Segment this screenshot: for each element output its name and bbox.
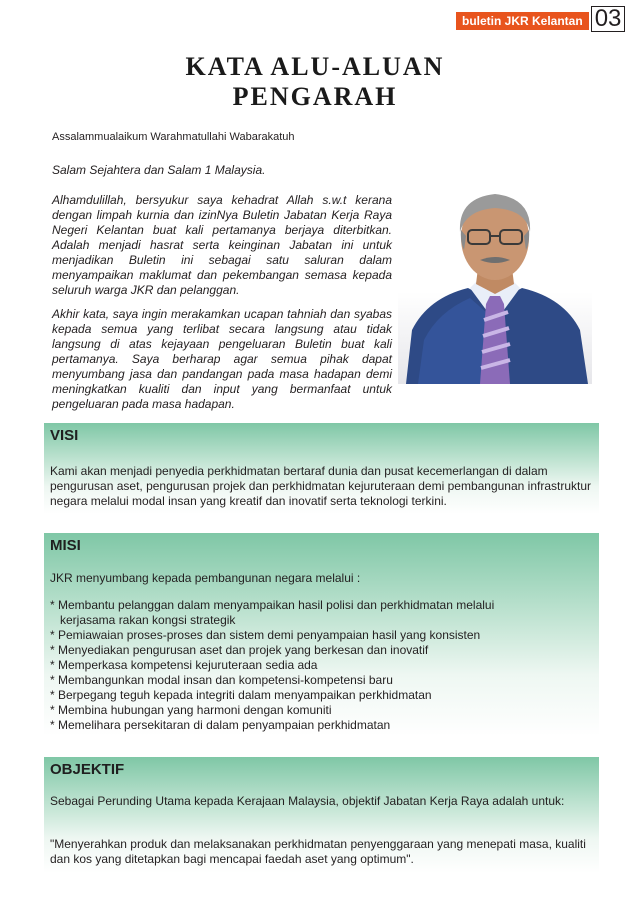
list-item: * Menyediakan pengurusan aset dan projek yang berkesan dan inovatif <box>50 643 429 657</box>
misi-heading: MISI <box>50 537 81 554</box>
page-title-line1: KATA ALU-ALUAN <box>185 52 445 81</box>
salam-text: Salam Sejahtera dan Salam 1 Malaysia. <box>52 163 266 177</box>
misi-list <box>50 598 595 733</box>
list-item: kerjasama rakan kongsi strategik <box>50 613 236 627</box>
list-item: * Memelihara persekitaran di dalam penyampaian perkhidmatan <box>50 718 391 732</box>
objektif-intro: Sebagai Perunding Utama kepada Kerajaan Malaysia, objektif Jabatan Kerja Raya adalah untuk: <box>50 794 565 808</box>
list-item: * Pemiawaian proses-proses dan sistem demi penyampaian hasil yang konsisten <box>50 628 481 642</box>
list-item: * Membantu pelanggan dalam menyampaikan hasil polisi dan perkhidmatan melalui <box>50 598 495 612</box>
intro-paragraph-2: Akhir kata, saya ingin merakamkan ucapan tahniah dan syabas kepada semua yang terlibat secara langsung atau tidak langsung di atas kejayaan pengeluaran Buletin buat kali pertamanya. Saya berharap agar semua pihak dapat menyumbang jasa dan pandangan pada masa hadapan demi meningkatkan kualiti dan input yang bermanfaat untuk pengeluaran pada masa hadapan. <box>52 307 392 411</box>
objektif-heading: OBJEKTIF <box>50 761 125 778</box>
list-item: * Membangunkan modal insan dan kompetensi-kompetensi baru <box>50 673 393 687</box>
director-photo <box>398 180 592 384</box>
page-title <box>150 52 480 112</box>
misi-intro: JKR menyumbang kepada pembangunan negara melalui : <box>50 571 361 585</box>
director-portrait-image <box>398 180 592 384</box>
page-number: 03 <box>591 6 626 32</box>
visi-section <box>44 423 599 514</box>
objektif-section <box>44 757 599 873</box>
list-item: * Membina hubungan yang harmoni dengan komuniti <box>50 703 332 717</box>
intro-paragraph-1: Alhamdulillah, bersyukur saya kehadrat Allah s.w.t kerana dengan limpah kurnia dan izinNya Buletin Jabatan Kerja Raya Negeri Kelantan buat kali pertamanya berjaya diterbitkan. Adalah menjadi hasrat serta keinginan Jabatan ini untuk menjadikan Buletin ini sebagai satu saluran dalam menyampaikan maklumat dan pekembangan semasa kepada seluruh warga JKR dan pelanggan. <box>52 193 392 297</box>
page-title-line2: PENGARAH <box>232 82 398 111</box>
list-item: * Memperkasa kompetensi kejuruteraan sedia ada <box>50 658 318 672</box>
visi-text: Kami akan menjadi penyedia perkhidmatan bertaraf dunia dan pusat kecemerlangan di dalam pengurusan aset, pengurusan projek dan perkhidmatan kejuruteraan demi pembangunan infrastruktur negara melalui modal insan yang kreatif dan inovatif serta teknologi terkini. <box>50 464 592 508</box>
bulletin-name: buletin JKR Kelantan <box>456 12 589 30</box>
misi-section <box>44 533 599 736</box>
list-item: * Berpegang teguh kepada integriti dalam menyampaikan perkhidmatan <box>50 688 432 702</box>
greeting-text: Assalammualaikum Warahmatullahi Wabarakatuh <box>52 131 295 143</box>
visi-heading: VISI <box>50 427 79 444</box>
bulletin-header <box>456 6 625 32</box>
objektif-quote: "Menyerahkan produk dan melaksanakan perkhidmatan penyenggaraan yang menepati masa, kualiti dan kos yang ditetapkan bagi mencapai faedah aset yang optimum". <box>50 837 586 866</box>
